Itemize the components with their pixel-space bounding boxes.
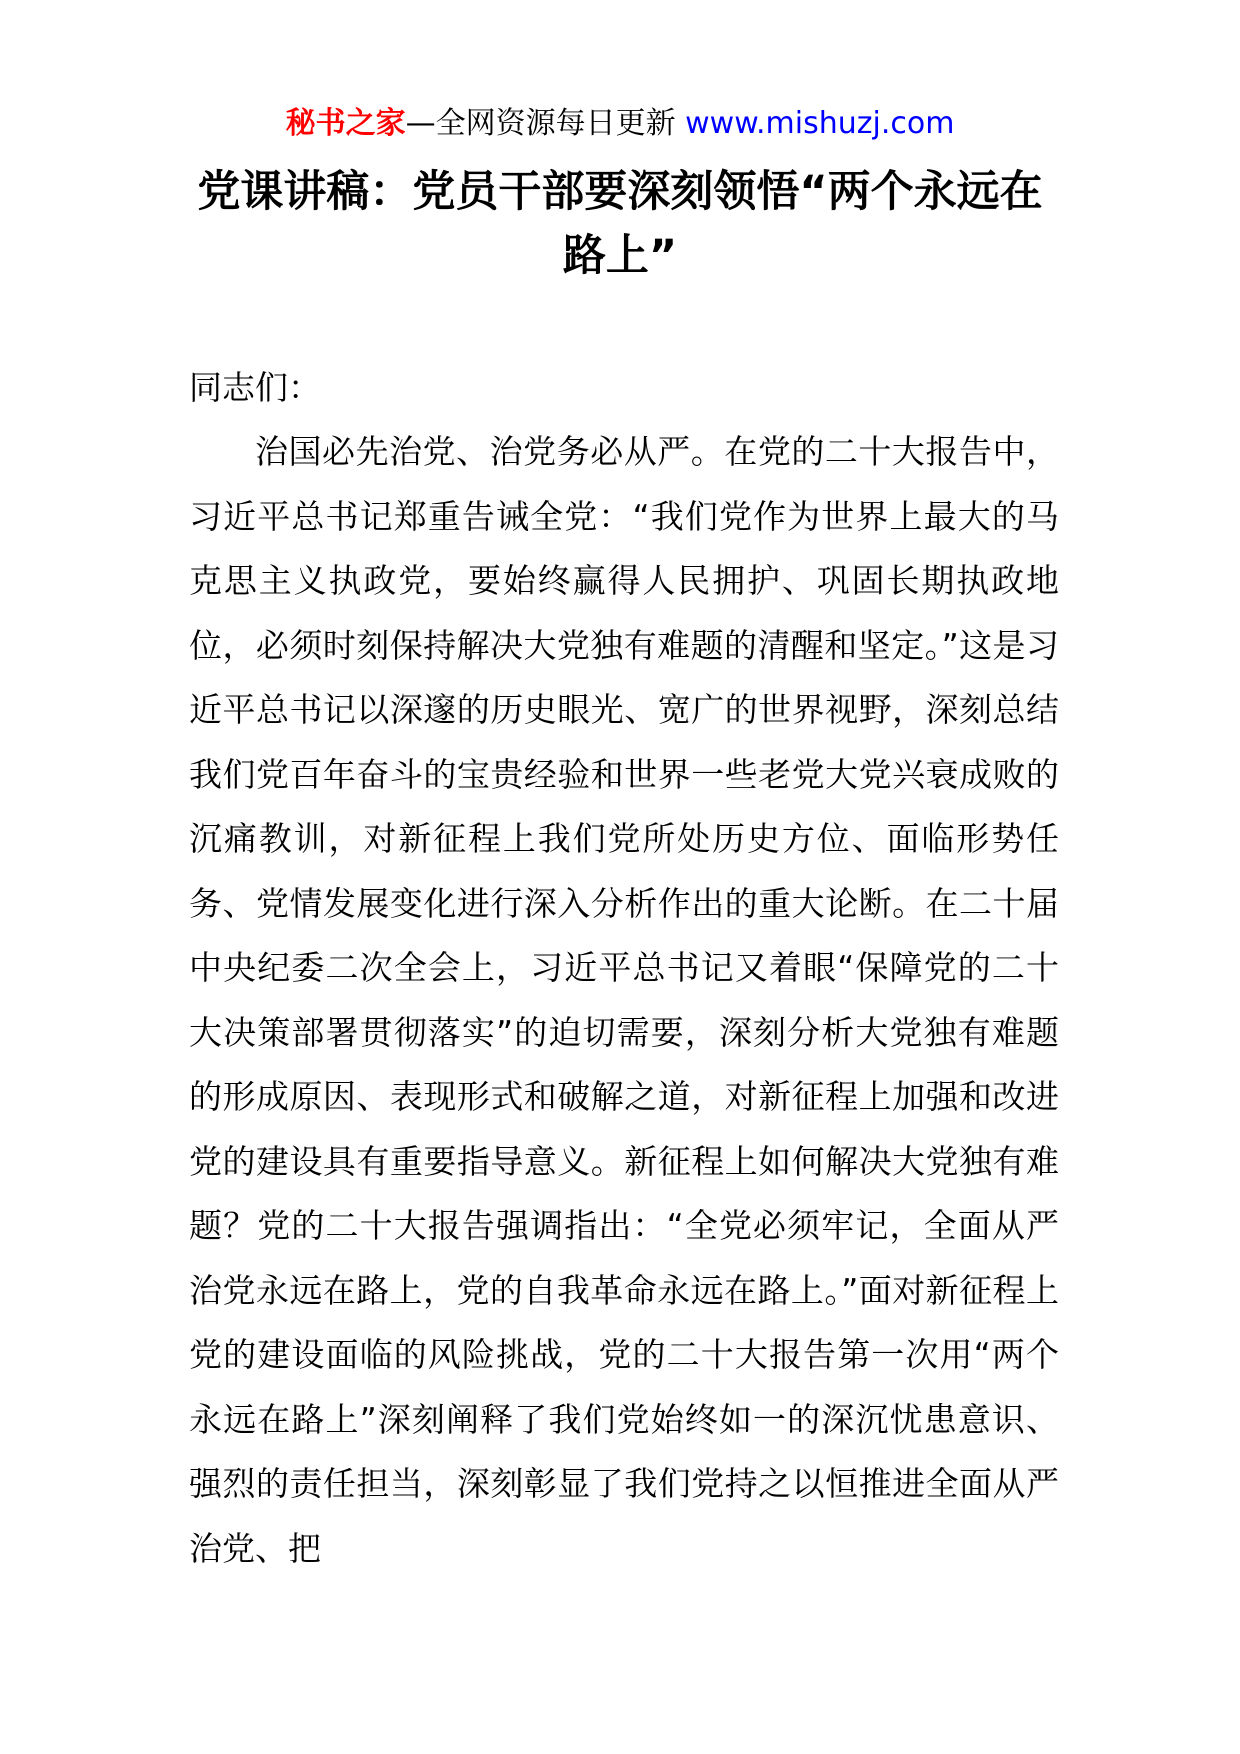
header-tagline: —全网资源每日更新 <box>405 106 686 141</box>
site-header <box>0 104 1240 144</box>
brand-name: 秘书之家 <box>285 106 406 141</box>
salutation: 同志们： <box>189 368 321 407</box>
body-paragraph: 治国必先治党、治党务必从严。在党的二十大报告中，习近平总书记郑重告诫全党：“我们党作为世界上最大的马克思主义执政党，要始终赢得人民拥护、巩固长期执政地位，必须时刻保持解决大党独有难题的清醒和坚定。”这是习近平总书记以深邃的历史眼光、宽广的世界视野，深刻总结我们党百年奋斗的宝贵经验和世界一些老党大党兴衰成败的沉痛教训，对新征程上我们党所处历史方位、面临形势任务、党情发展变化进行深入分析作出的重大论断。在二十届中央纪委二次全会上，习近平总书记又着眼“保障党的二十大决策部署贯彻落实”的迫切需要，深刻分析大党独有难题的形成原因、表现形式和破解之道，对新征程上加强和改进党的建设具有重要指导意义。新征程上如何解决大党独有难题？党的二十大报告强调指出：“全党必须牢记，全面从严治党永远在路上，党的自我革命永远在路上。”面对新征程上党的建设面临的风险挑战，党的二十大报告第一次用“两个永远在路上”深刻阐释了我们党始终如一的深沉忧患意识、强烈的责任担当，深刻彰显了我们党持之以恒推进全面从严治党、把 <box>189 432 1059 1568</box>
site-url-link[interactable]: www.mishuzj.com <box>685 106 955 141</box>
document-title: 党课讲稿：党员干部要深刻领悟“两个永远在路上” <box>197 167 1043 281</box>
